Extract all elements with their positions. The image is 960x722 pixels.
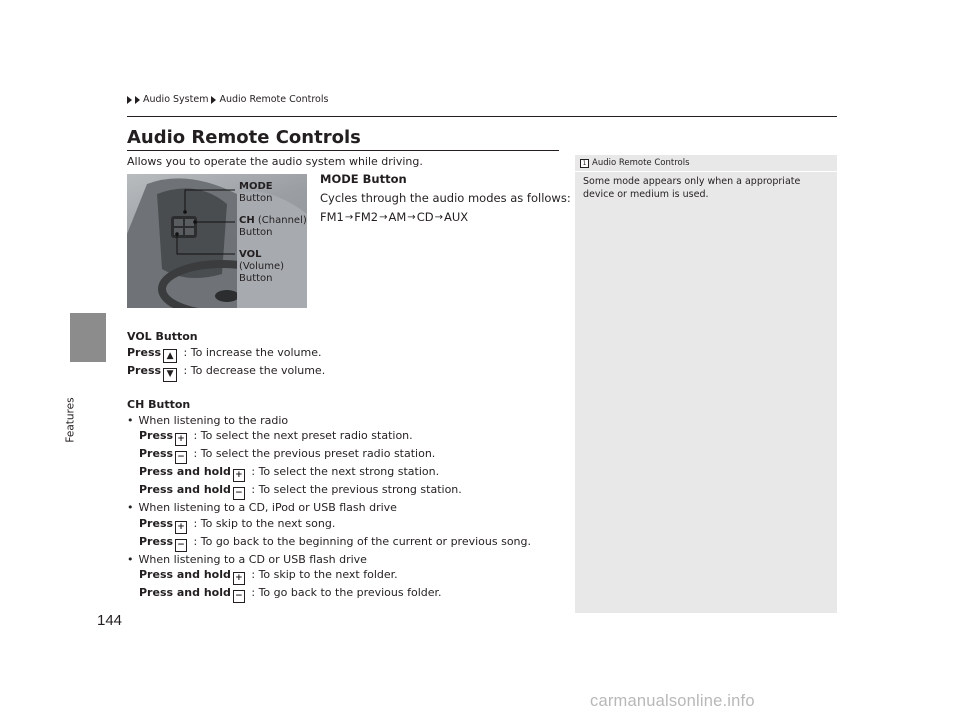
- vol-up-row: Press ▲ : To increase the volume.: [127, 345, 531, 364]
- list-item: • When listening to the radio: [127, 413, 531, 429]
- breadcrumb-arrow-icon: [135, 96, 140, 104]
- note-text: Some mode appears only when a appropriate device or medium is used.: [583, 176, 801, 200]
- list-item: Press − : To go back to the beginning of the current or previous song.: [139, 534, 532, 550]
- breadcrumb-arrow-icon: [127, 96, 132, 104]
- breadcrumb-item[interactable]: Audio System: [143, 94, 209, 105]
- volume-down-icon: ▼: [163, 368, 177, 382]
- minus-key-icon: −: [175, 539, 187, 552]
- mode-description: Cycles through the audio modes as follows:: [320, 191, 571, 205]
- list-item: Press and hold − : To go back to the previous folder.: [139, 586, 442, 601]
- mode-callout: MODE Button: [239, 181, 273, 204]
- note-title: Audio Remote Controls: [592, 158, 690, 168]
- breadcrumb-arrow-icon: [211, 96, 216, 104]
- page-title: Audio Remote Controls: [127, 127, 361, 148]
- section-label: Features: [64, 397, 77, 443]
- note-rule: [575, 171, 837, 172]
- side-note: [575, 155, 837, 613]
- intro-text: Allows you to operate the audio system while driving.: [127, 155, 423, 168]
- vol-heading: VOL Button: [127, 330, 198, 343]
- ch-heading: CH Button: [127, 398, 191, 411]
- minus-key-icon: −: [233, 487, 245, 500]
- list-item: Press and hold + : To skip to the next folder.: [139, 568, 398, 583]
- watermark: carmanualsonline.info: [590, 692, 755, 710]
- ch-callout: CH (Channel) Button: [239, 215, 307, 238]
- list-item: Press + : To skip to the next song.: [139, 516, 336, 532]
- plus-key-icon: +: [233, 469, 245, 482]
- minus-key-icon: −: [233, 590, 245, 603]
- list-item: Press + : To select the next preset radio station.: [139, 429, 413, 444]
- list-item: • When listening to a CD or USB flash drive: [127, 552, 531, 568]
- note-icon: 1: [580, 159, 589, 168]
- minus-key-icon: −: [175, 451, 187, 464]
- arrow-right-icon: →: [407, 212, 416, 223]
- list-item: Press and hold + : To select the next strong station.: [139, 465, 440, 480]
- plus-key-icon: +: [175, 521, 187, 534]
- mode-sequence: FM1 → FM2 → AM → CD → AUX: [320, 208, 571, 227]
- section-tab: [70, 313, 106, 362]
- page-number: 144: [97, 612, 123, 629]
- arrow-right-icon: →: [379, 212, 388, 223]
- vol-callout: VOL (Volume) Button: [239, 249, 284, 284]
- arrow-right-icon: →: [434, 212, 443, 223]
- header-rule: [127, 116, 837, 117]
- plus-key-icon: +: [233, 572, 245, 585]
- list-item: • When listening to a CD, iPod or USB flash drive: [127, 500, 531, 516]
- volume-up-icon: ▲: [163, 349, 177, 363]
- mode-button-section: [320, 170, 571, 227]
- list-item: Press and hold − : To select the previous strong station.: [139, 483, 462, 498]
- title-rule: [127, 150, 559, 151]
- note-header: [580, 158, 690, 168]
- arrow-right-icon: →: [344, 212, 354, 223]
- vol-down-row: Press ▼ : To decrease the volume.: [127, 363, 531, 382]
- breadcrumb-item[interactable]: Audio Remote Controls: [219, 94, 329, 105]
- instructions: [127, 329, 531, 603]
- button-callouts: [239, 181, 307, 295]
- plus-key-icon: +: [175, 433, 187, 446]
- breadcrumb: [127, 94, 328, 105]
- mode-heading: MODE Button: [320, 172, 407, 186]
- list-item: Press − : To select the previous preset radio station.: [139, 447, 436, 462]
